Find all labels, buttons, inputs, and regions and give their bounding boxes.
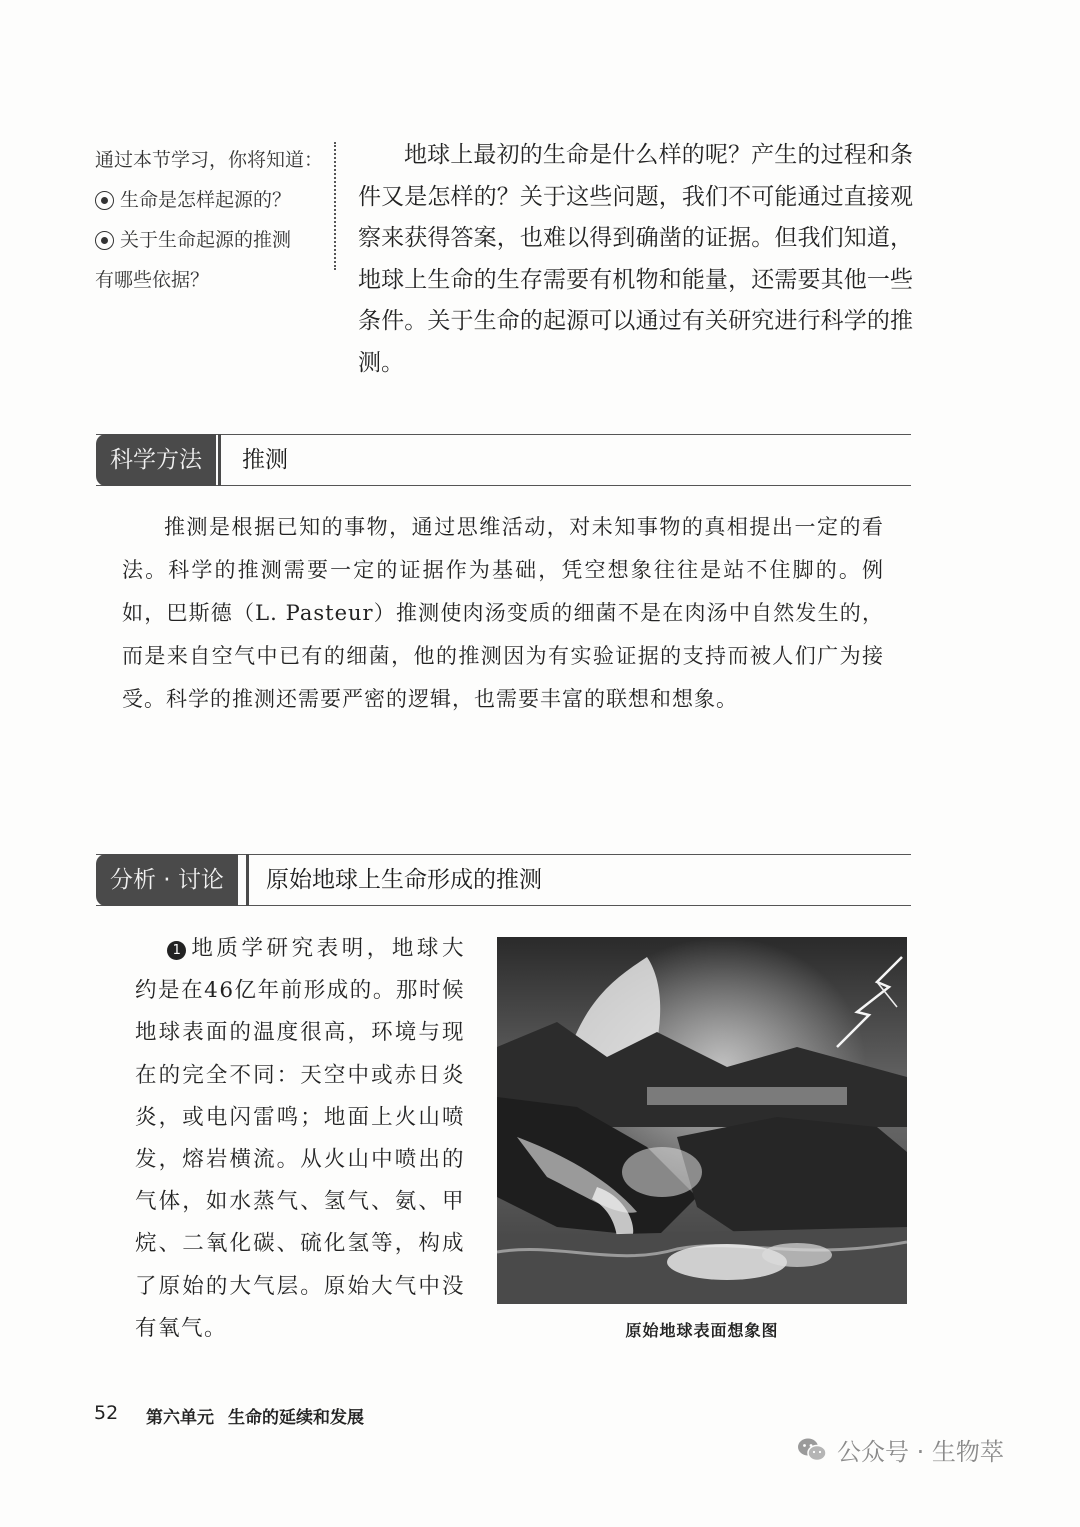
section-tag: 科学方法 [96,434,216,486]
primitive-earth-illustration [497,937,907,1304]
target-bullet-icon [95,231,114,250]
wechat-icon [797,1437,827,1463]
footer-unit [146,1403,378,1428]
discussion-header [96,854,911,906]
dotted-divider [334,142,336,270]
discussion-body [135,928,465,1350]
watermark-text: 公众号 · 生物萃 [837,1438,1004,1466]
section-title: 推测 [242,447,288,473]
section-tag: 分析 · 讨论 [96,854,238,906]
discussion-text: 地质学研究表明，地球大约是在46亿年前形成的。那时候地球表面的温度很高，环境与现在的完全不同：天空中或赤日炎炎，或电闪雷鸣；地面上火山喷发，熔岩横流。从火山中喷出的气体，如水蒸气、氢气、氨、甲烷、二氧化碳、硫化氢等，构成了原始的大气层。原始大气中没有氧气。 [135,936,465,1341]
number-1-icon: 1 [167,941,186,960]
science-method-header [96,434,911,486]
objective-text: 关于生命起源的推测 [120,229,292,251]
page-number: 52 [94,1402,119,1424]
header-separator [218,434,221,486]
target-bullet-icon [95,191,114,210]
objective-item [95,220,325,260]
objective-text: 生命是怎样起源的？ [120,189,292,211]
unit-title: 生命的延续和发展 [228,1408,364,1428]
objective-item [95,180,325,220]
section-title: 原始地球上生命形成的推测 [266,867,542,893]
learning-objectives [95,140,325,300]
header-separator [246,854,249,906]
method-body: 推测是根据已知的事物，通过思维活动，对未知事物的真相提出一定的看法。科学的推测需要一定的证据作为基础，凭空想象往往是站不住脚的。例如，巴斯德（L. Pasteur）推测使肉汤变质的细菌不是在肉汤中自然发生的，而是来自空气中已有的细菌，他的推测因为有实验证据的支持而被人们广为接受。科学的推测还需要严密的逻辑，也需要丰富的联想和想象。 [122,515,884,711]
objectives-intro: 通过本节学习，你将知道： [95,149,324,171]
wechat-watermark [797,1432,1004,1467]
intro-paragraph: 地球上最初的生命是什么样的呢？产生的过程和条件又是怎样的？关于这些问题，我们不可能通过直接观察来获得答案，也难以得到确凿的证据。但我们知道，地球上生命的生存需要有机物和能量，还需要其他一些条件。关于生命的起源可以通过有关研究进行科学的推测。 [358,142,913,376]
unit-label: 第六单元 [146,1408,214,1428]
figure-caption: 原始地球表面想象图 [625,1321,779,1340]
objective-text-continued: 有哪些依据？ [95,269,210,291]
